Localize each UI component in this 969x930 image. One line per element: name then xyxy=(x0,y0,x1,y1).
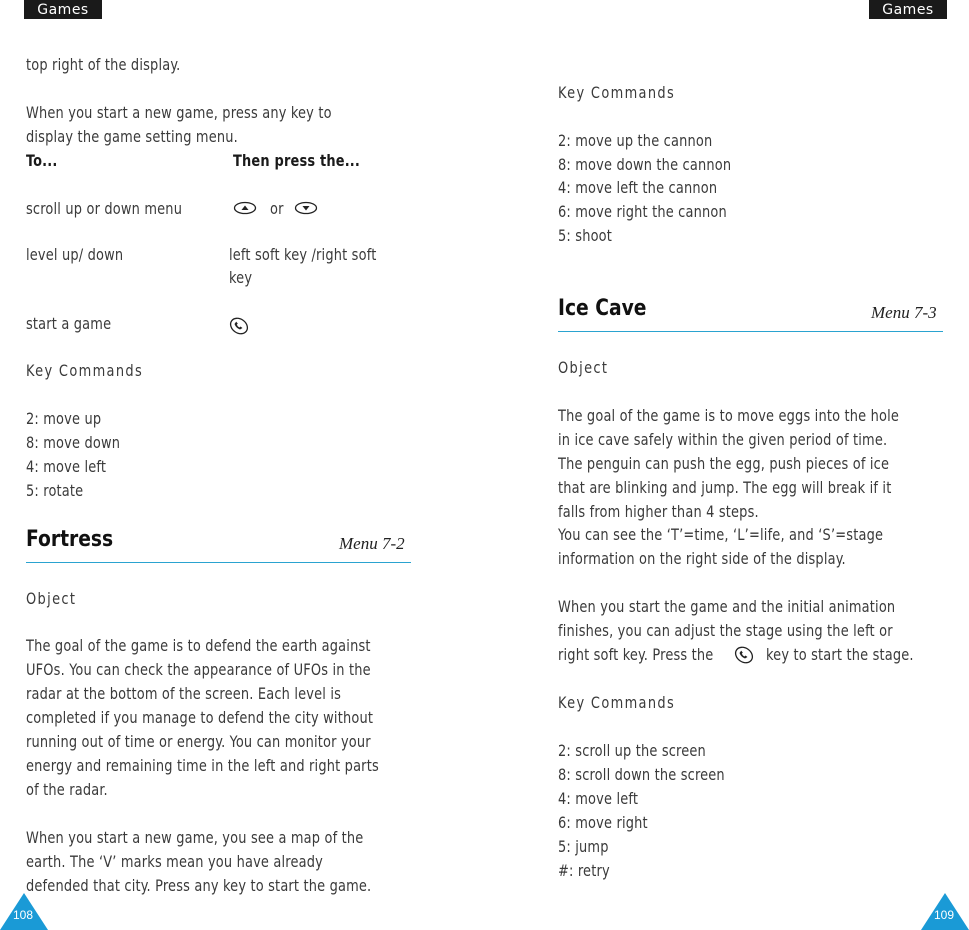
or-text: or xyxy=(270,199,284,218)
key-commands-heading-right: Key Commands xyxy=(558,83,676,102)
object-line: falls from higher than 4 steps. xyxy=(558,502,759,521)
row-level-action: level up/ down xyxy=(26,245,124,264)
command-item: 2: move up the cannon xyxy=(558,131,713,150)
send-key-icon xyxy=(228,316,250,341)
start-line: defended that city. Press any key to start the game. xyxy=(26,876,372,895)
key-commands-heading-right-2: Key Commands xyxy=(558,693,676,712)
section-title-fortress: Fortress xyxy=(26,527,114,552)
command-item: 4: move left xyxy=(558,789,639,808)
object-line: running out of time or energy. You can monitor your xyxy=(26,732,371,751)
row-scroll-action: scroll up or down menu xyxy=(26,199,183,218)
start-line: When you start the game and the initial animation xyxy=(558,597,896,616)
row-level-key-2: key xyxy=(229,268,253,287)
page-number-left: 108 xyxy=(13,908,34,922)
section-divider xyxy=(558,331,943,332)
table-header-to: To... xyxy=(26,151,58,170)
table-header-then-press: Then press the... xyxy=(233,151,361,170)
command-item: 5: jump xyxy=(558,837,609,856)
menu-ref-7-3: Menu 7-3 xyxy=(871,303,937,322)
down-key-icon xyxy=(294,201,318,220)
new-game-text-2: display the game setting menu. xyxy=(26,127,238,146)
command-item: 6: move right xyxy=(558,813,648,832)
object-heading-right: Object xyxy=(558,358,609,377)
object-line: radar at the bottom of the screen. Each level is xyxy=(26,684,342,703)
intro-line: top right of the display. xyxy=(26,55,181,74)
start-line: finishes, you can adjust the stage using the left or xyxy=(558,621,893,640)
start-line: When you start a new game, you see a map of the xyxy=(26,828,364,847)
command-item: 5: rotate xyxy=(26,481,84,500)
command-item: 4: move left xyxy=(26,457,107,476)
header-tab-games-left: Games xyxy=(24,0,102,19)
header-tab-games-right: Games xyxy=(869,0,947,19)
object-line: The goal of the game is to move eggs into the hole xyxy=(558,406,900,425)
command-item: 2: scroll up the screen xyxy=(558,741,706,760)
command-item: #: retry xyxy=(558,861,610,880)
command-item: 6: move right the cannon xyxy=(558,202,727,221)
command-item: 8: scroll down the screen xyxy=(558,765,725,784)
row-level-key-1: left soft key /right soft xyxy=(229,245,377,264)
object-line: of the radar. xyxy=(26,780,108,799)
command-item: 8: move down xyxy=(26,433,121,452)
command-item: 4: move left the cannon xyxy=(558,178,718,197)
page-number-right: 109 xyxy=(934,908,955,922)
object-line: UFOs. You can check the appearance of UFOs in the xyxy=(26,660,371,679)
command-item: 8: move down the cannon xyxy=(558,155,732,174)
key-commands-heading-left: Key Commands xyxy=(26,361,144,380)
object-line: information on the right side of the display. xyxy=(558,549,846,568)
object-line: completed if you manage to defend the city without xyxy=(26,708,374,727)
row-start-action: start a game xyxy=(26,314,112,333)
start-line: key to start the stage. xyxy=(766,645,914,664)
section-divider xyxy=(26,562,411,563)
menu-ref-7-2: Menu 7-2 xyxy=(339,534,405,553)
command-item: 2: move up xyxy=(26,409,102,428)
new-game-text-1: When you start a new game, press any key to xyxy=(26,103,332,122)
start-line: earth. The ‘V’ marks mean you have already xyxy=(26,852,323,871)
object-line: energy and remaining time in the left and right parts xyxy=(26,756,379,775)
object-line: The goal of the game is to defend the earth against xyxy=(26,636,371,655)
start-line: right soft key. Press the xyxy=(558,645,714,664)
object-line: that are blinking and jump. The egg will break if it xyxy=(558,478,892,497)
object-line: The penguin can push the egg, push pieces of ice xyxy=(558,454,890,473)
object-heading-left: Object xyxy=(26,589,77,608)
command-item: 5: shoot xyxy=(558,226,613,245)
section-title-ice-cave: Ice Cave xyxy=(558,296,647,321)
up-key-icon xyxy=(233,201,257,220)
object-line: You can see the ‘T’=time, ‘L’=life, and ‘S’=stage xyxy=(558,525,884,544)
object-line: in ice cave safely within the given period of time. xyxy=(558,430,888,449)
send-key-icon xyxy=(733,645,755,670)
